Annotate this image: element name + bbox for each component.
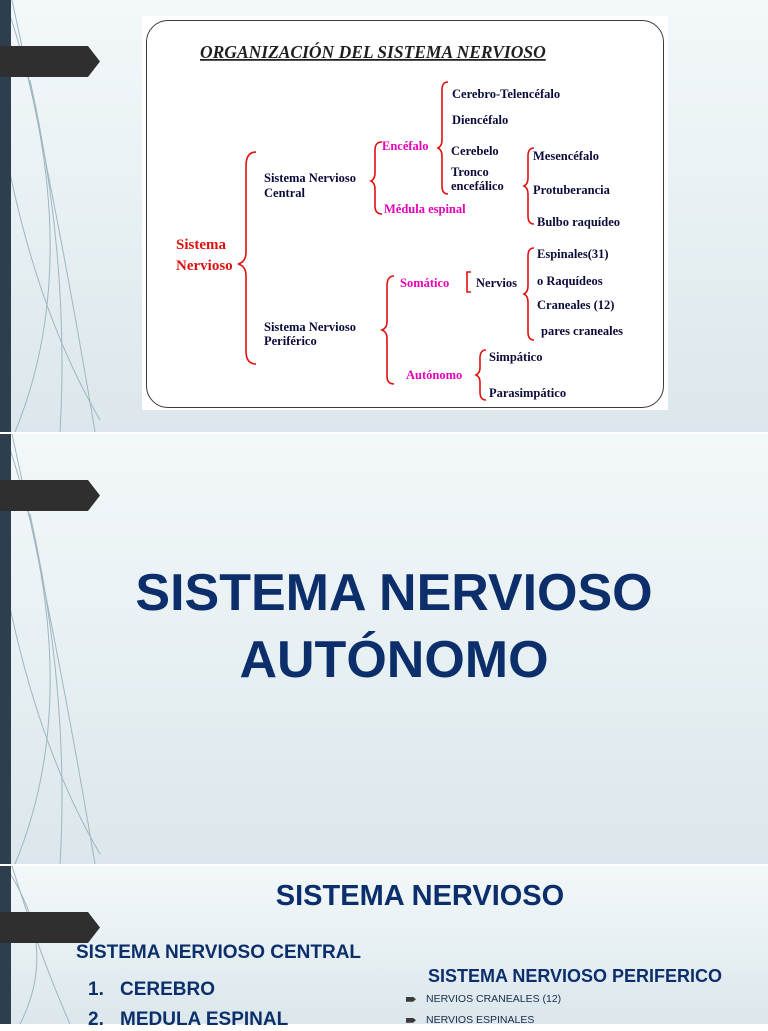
- periferico-item-1: [406, 993, 561, 1005]
- node-central-2: Central: [264, 186, 305, 200]
- node-sistema-nervioso-1: Sistema: [176, 237, 226, 253]
- slide3-title: SISTEMA NERVIOSO: [275, 880, 565, 912]
- node-simpatico: Simpático: [489, 350, 543, 364]
- node-autonomo: Autónomo: [406, 368, 463, 382]
- central-heading: SISTEMA NERVIOSO CENTRAL: [76, 942, 362, 963]
- slide-organizacion: [0, 0, 768, 432]
- node-cerebelo: Cerebelo: [451, 144, 499, 158]
- node-somatico: Somático: [400, 276, 450, 290]
- organization-diagram: [142, 16, 668, 410]
- bracket-somatico: [467, 272, 471, 292]
- list-number: 2.: [88, 1009, 104, 1030]
- node-raquideos: o Raquídeos: [537, 274, 603, 288]
- node-pares: pares craneales: [541, 324, 624, 338]
- node-periferico-1: Sistema Nervioso: [264, 320, 356, 334]
- slide-tab-marker: [0, 912, 100, 943]
- node-nervios: Nervios: [476, 276, 517, 290]
- node-parasimpatico: Parasimpático: [489, 386, 567, 400]
- slide-tab-marker: [0, 46, 100, 77]
- node-protuberancia: Protuberancia: [533, 183, 610, 197]
- slide-sidebar: [0, 866, 11, 1024]
- bracket-encefalo: [438, 82, 448, 194]
- diagram-image: [142, 16, 668, 410]
- bracket-periferico: [382, 276, 394, 384]
- node-tronco-2: encefálico: [451, 179, 504, 193]
- slide-sistema-autonomo: [0, 434, 768, 864]
- bracket-central: [371, 142, 382, 214]
- diagram-title: ORGANIZACIÓN DEL SISTEMA NERVIOSO: [200, 42, 546, 62]
- node-cerebro: Cerebro-Telencéfalo: [452, 87, 561, 101]
- node-mesencefalo: Mesencéfalo: [533, 149, 599, 163]
- list-item-label: NERVIOS ESPINALES: [426, 1014, 535, 1026]
- list-number: 1.: [88, 979, 104, 1000]
- node-espinales: Espinales(31): [537, 247, 609, 261]
- arrow-bullet-icon: [406, 997, 416, 1002]
- slide-title-line-2: AUTÓNOMO: [239, 631, 549, 689]
- node-periferico-2: Periférico: [264, 334, 317, 348]
- list-item-label: MEDULA ESPINAL: [120, 1009, 289, 1030]
- node-tronco-1: Tronco: [451, 165, 489, 179]
- bracket-root: [238, 152, 256, 364]
- periferico-item-2: [406, 1014, 534, 1026]
- node-central-1: Sistema Nervioso: [264, 171, 356, 185]
- node-encefalo: Encéfalo: [382, 139, 429, 153]
- node-bulbo: Bulbo raquídeo: [537, 215, 621, 229]
- periferico-heading: SISTEMA NERVIOSO PERIFERICO: [428, 966, 723, 986]
- bracket-autonomo: [476, 350, 486, 400]
- bracket-nervios: [524, 248, 534, 340]
- slide-tab-marker: [0, 480, 100, 511]
- node-craneales: Craneales (12): [537, 298, 615, 312]
- arrow-bullet-icon: [406, 1018, 416, 1023]
- central-item-1: [88, 979, 215, 1001]
- list-item-label: NERVIOS CRANEALES (12): [426, 993, 562, 1005]
- slide-title-line-1: SISTEMA NERVIOSO: [135, 564, 653, 622]
- node-diencefalo: Diencéfalo: [452, 113, 509, 127]
- central-item-2: [88, 1009, 288, 1031]
- node-sistema-nervioso-2: Nervioso: [176, 258, 233, 274]
- node-medula: Médula espinal: [384, 202, 466, 216]
- list-item-label: CEREBRO: [120, 979, 216, 1000]
